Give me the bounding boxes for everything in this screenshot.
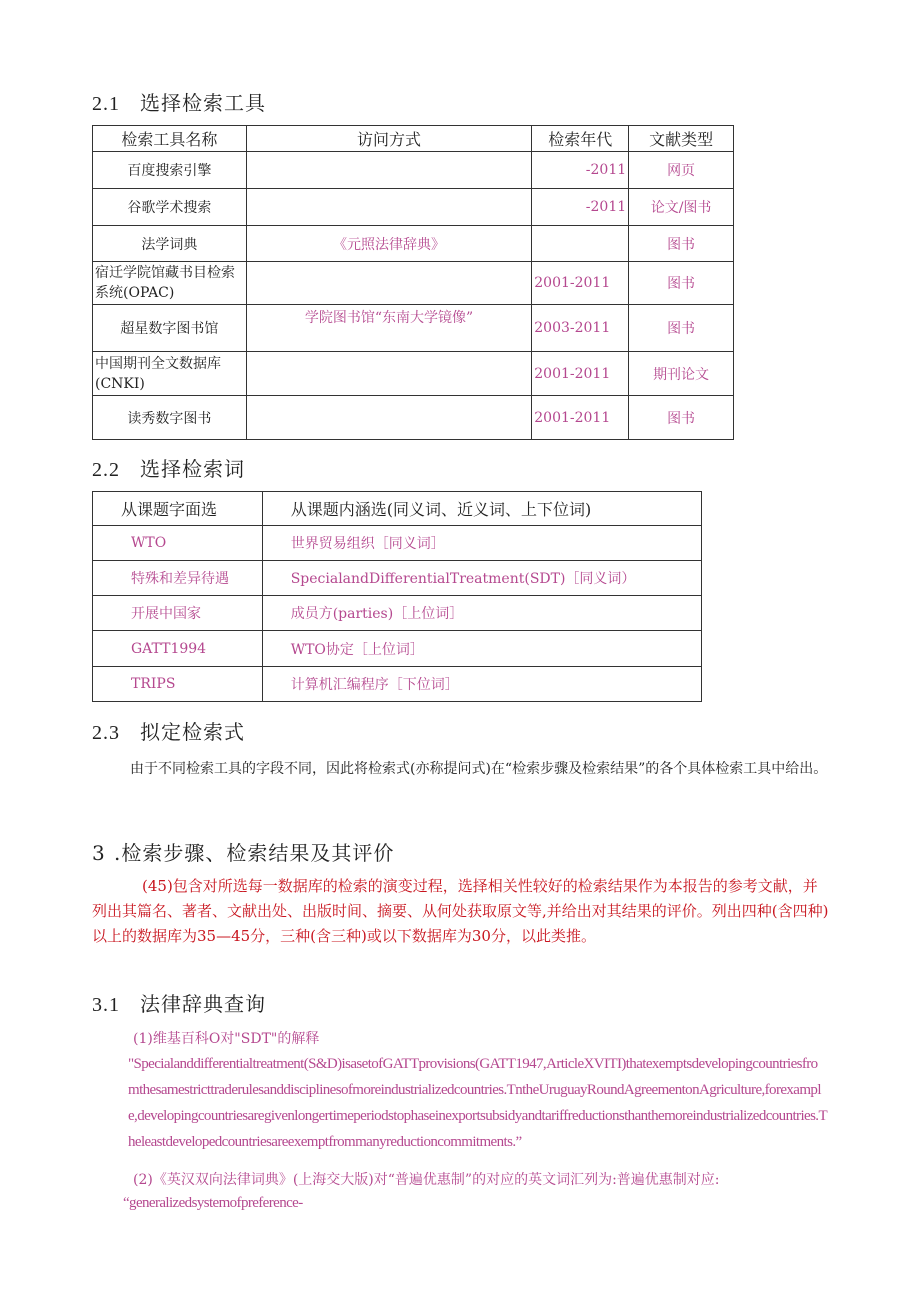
tool-type: 图书 xyxy=(629,262,734,305)
tool-name: 法学词典 xyxy=(93,226,247,262)
tool-name: 超星数字图书馆 xyxy=(93,305,247,352)
literal-term: WTO xyxy=(93,526,263,561)
tool-name: 谷歌学术搜索 xyxy=(93,189,247,226)
tool-years: -2011 xyxy=(532,189,629,226)
related-term: 计算机汇编程序［下位词］ xyxy=(262,667,701,702)
tool-years: 2001-2011 xyxy=(532,262,629,305)
table-row xyxy=(93,526,702,561)
header-cell: 访问方式 xyxy=(246,126,531,152)
paragraph-3-requirement: (45)包含对所选每一数据库的检索的演变过程，选择相关性较好的检索结果作为本报告的参考文献，并列出其篇名、著者、文献出处、出版时间、摘要、从何处获取原文等,并给出对其结果的评价。列出四种(含四种)以上的数据库为35—45分，三种(含三种)或以下数据库为30分，以此类推。 xyxy=(92,877,829,945)
related-term: 成员方(parties)［上位词］ xyxy=(262,596,701,631)
table-header-row xyxy=(93,492,702,526)
tool-name: 宿迁学院馆藏书目检索系统(OPAC) xyxy=(93,262,247,305)
tool-access xyxy=(246,396,531,440)
tool-name: 读秀数字图书 xyxy=(93,396,247,440)
item-2-term: “generalizedsystemofpreference- xyxy=(123,1195,303,1211)
section-heading-3: 3 .检索步骤、检索结果及其评价 xyxy=(92,841,395,865)
table-row xyxy=(93,305,734,352)
section-heading-2-2: 2.2 选择检索词 xyxy=(92,457,245,481)
tool-type: 图书 xyxy=(629,396,734,440)
tool-name: 中国期刊全文数据库(CNKI) xyxy=(93,352,247,396)
section-heading-2-3: 2.3 拟定检索式 xyxy=(92,720,245,744)
header-cell: 检索工具名称 xyxy=(93,126,247,152)
tool-type: 图书 xyxy=(629,226,734,262)
table-row xyxy=(93,396,734,440)
tool-type: 期刊论文 xyxy=(629,352,734,396)
table-row xyxy=(93,352,734,396)
literal-term: 特殊和差异待遇 xyxy=(93,561,263,596)
search-tools-table xyxy=(92,125,734,440)
tool-access xyxy=(246,262,531,305)
tool-access xyxy=(246,189,531,226)
related-term: 世界贸易组织［同义词］ xyxy=(262,526,701,561)
literal-term: GATT1994 xyxy=(93,631,263,667)
item-1-label: (1)维基百科O对"SDT"的解释 xyxy=(133,1031,320,1047)
tool-years xyxy=(532,226,629,262)
search-terms-table xyxy=(92,491,702,702)
literal-term: TRIPS xyxy=(93,667,263,702)
header-cell: 文献类型 xyxy=(629,126,734,152)
paragraph-2-3: 由于不同检索工具的字段不同，因此将检索式(亦称提问式)在“检索步骤及检索结果”的各个具体检索工具中给出。 xyxy=(130,761,828,777)
table-row xyxy=(93,631,702,667)
table-row xyxy=(93,667,702,702)
tool-years: -2011 xyxy=(532,152,629,189)
table-row xyxy=(93,262,734,305)
tool-access xyxy=(246,152,531,189)
table-header-row xyxy=(93,126,734,152)
header-cell: 从课题字面选 xyxy=(93,492,263,526)
tool-name: 百度搜索引擎 xyxy=(93,152,247,189)
tool-access: 学院图书馆“东南大学镜像” xyxy=(246,305,531,352)
item-2-label: (2)《英汉双向法律词典》(上海交大版)对“普遍优惠制”的对应的英文词汇列为:普遍优惠制对应: xyxy=(133,1172,720,1188)
section-heading-3-1: 3.1 法律辞典查询 xyxy=(92,992,266,1016)
tool-type: 论文/图书 xyxy=(629,189,734,226)
header-cell: 从课题内涵选(同义词、近义词、上下位词) xyxy=(262,492,701,526)
table-row xyxy=(93,596,702,631)
tool-years: 2001-2011 xyxy=(532,396,629,440)
table-row xyxy=(93,561,702,596)
related-term: SpecialandDifferentialTreatment(SDT)［同义词） xyxy=(262,561,701,596)
section-heading-2-1: 2.1 选择检索工具 xyxy=(92,91,266,115)
header-cell: 检索年代 xyxy=(532,126,629,152)
table-row xyxy=(93,189,734,226)
table-row xyxy=(93,226,734,262)
tool-access: 《元照法律辞典》 xyxy=(246,226,531,262)
table-row xyxy=(93,152,734,189)
tool-access xyxy=(246,352,531,396)
related-term: WTO协定［上位词］ xyxy=(262,631,701,667)
tool-years: 2003-2011 xyxy=(532,305,629,352)
literal-term: 开展中国家 xyxy=(93,596,263,631)
tool-type: 网页 xyxy=(629,152,734,189)
tool-years: 2001-2011 xyxy=(532,352,629,396)
item-1-quote: "Specialanddifferentialtreatment(S&D)isasetofGATTprovisions(GATT1947,ArticleXVITI)thatexemptsdevelopingcountriesfromthesamestricttraderulesanddisciplinesofmoreindustrializedcountries.TntheUruguayRoundAgreementonAgriculture,forexample,developingcountriesaregivenlongertimeperiodstophaseinexportsubsidyandtariffreductionsthanthemoreindustrializedcountries.Theleastdevelopedcountriesareexemptfrommanyreductioncommitments.” xyxy=(128,1056,828,1150)
tool-type: 图书 xyxy=(629,305,734,352)
